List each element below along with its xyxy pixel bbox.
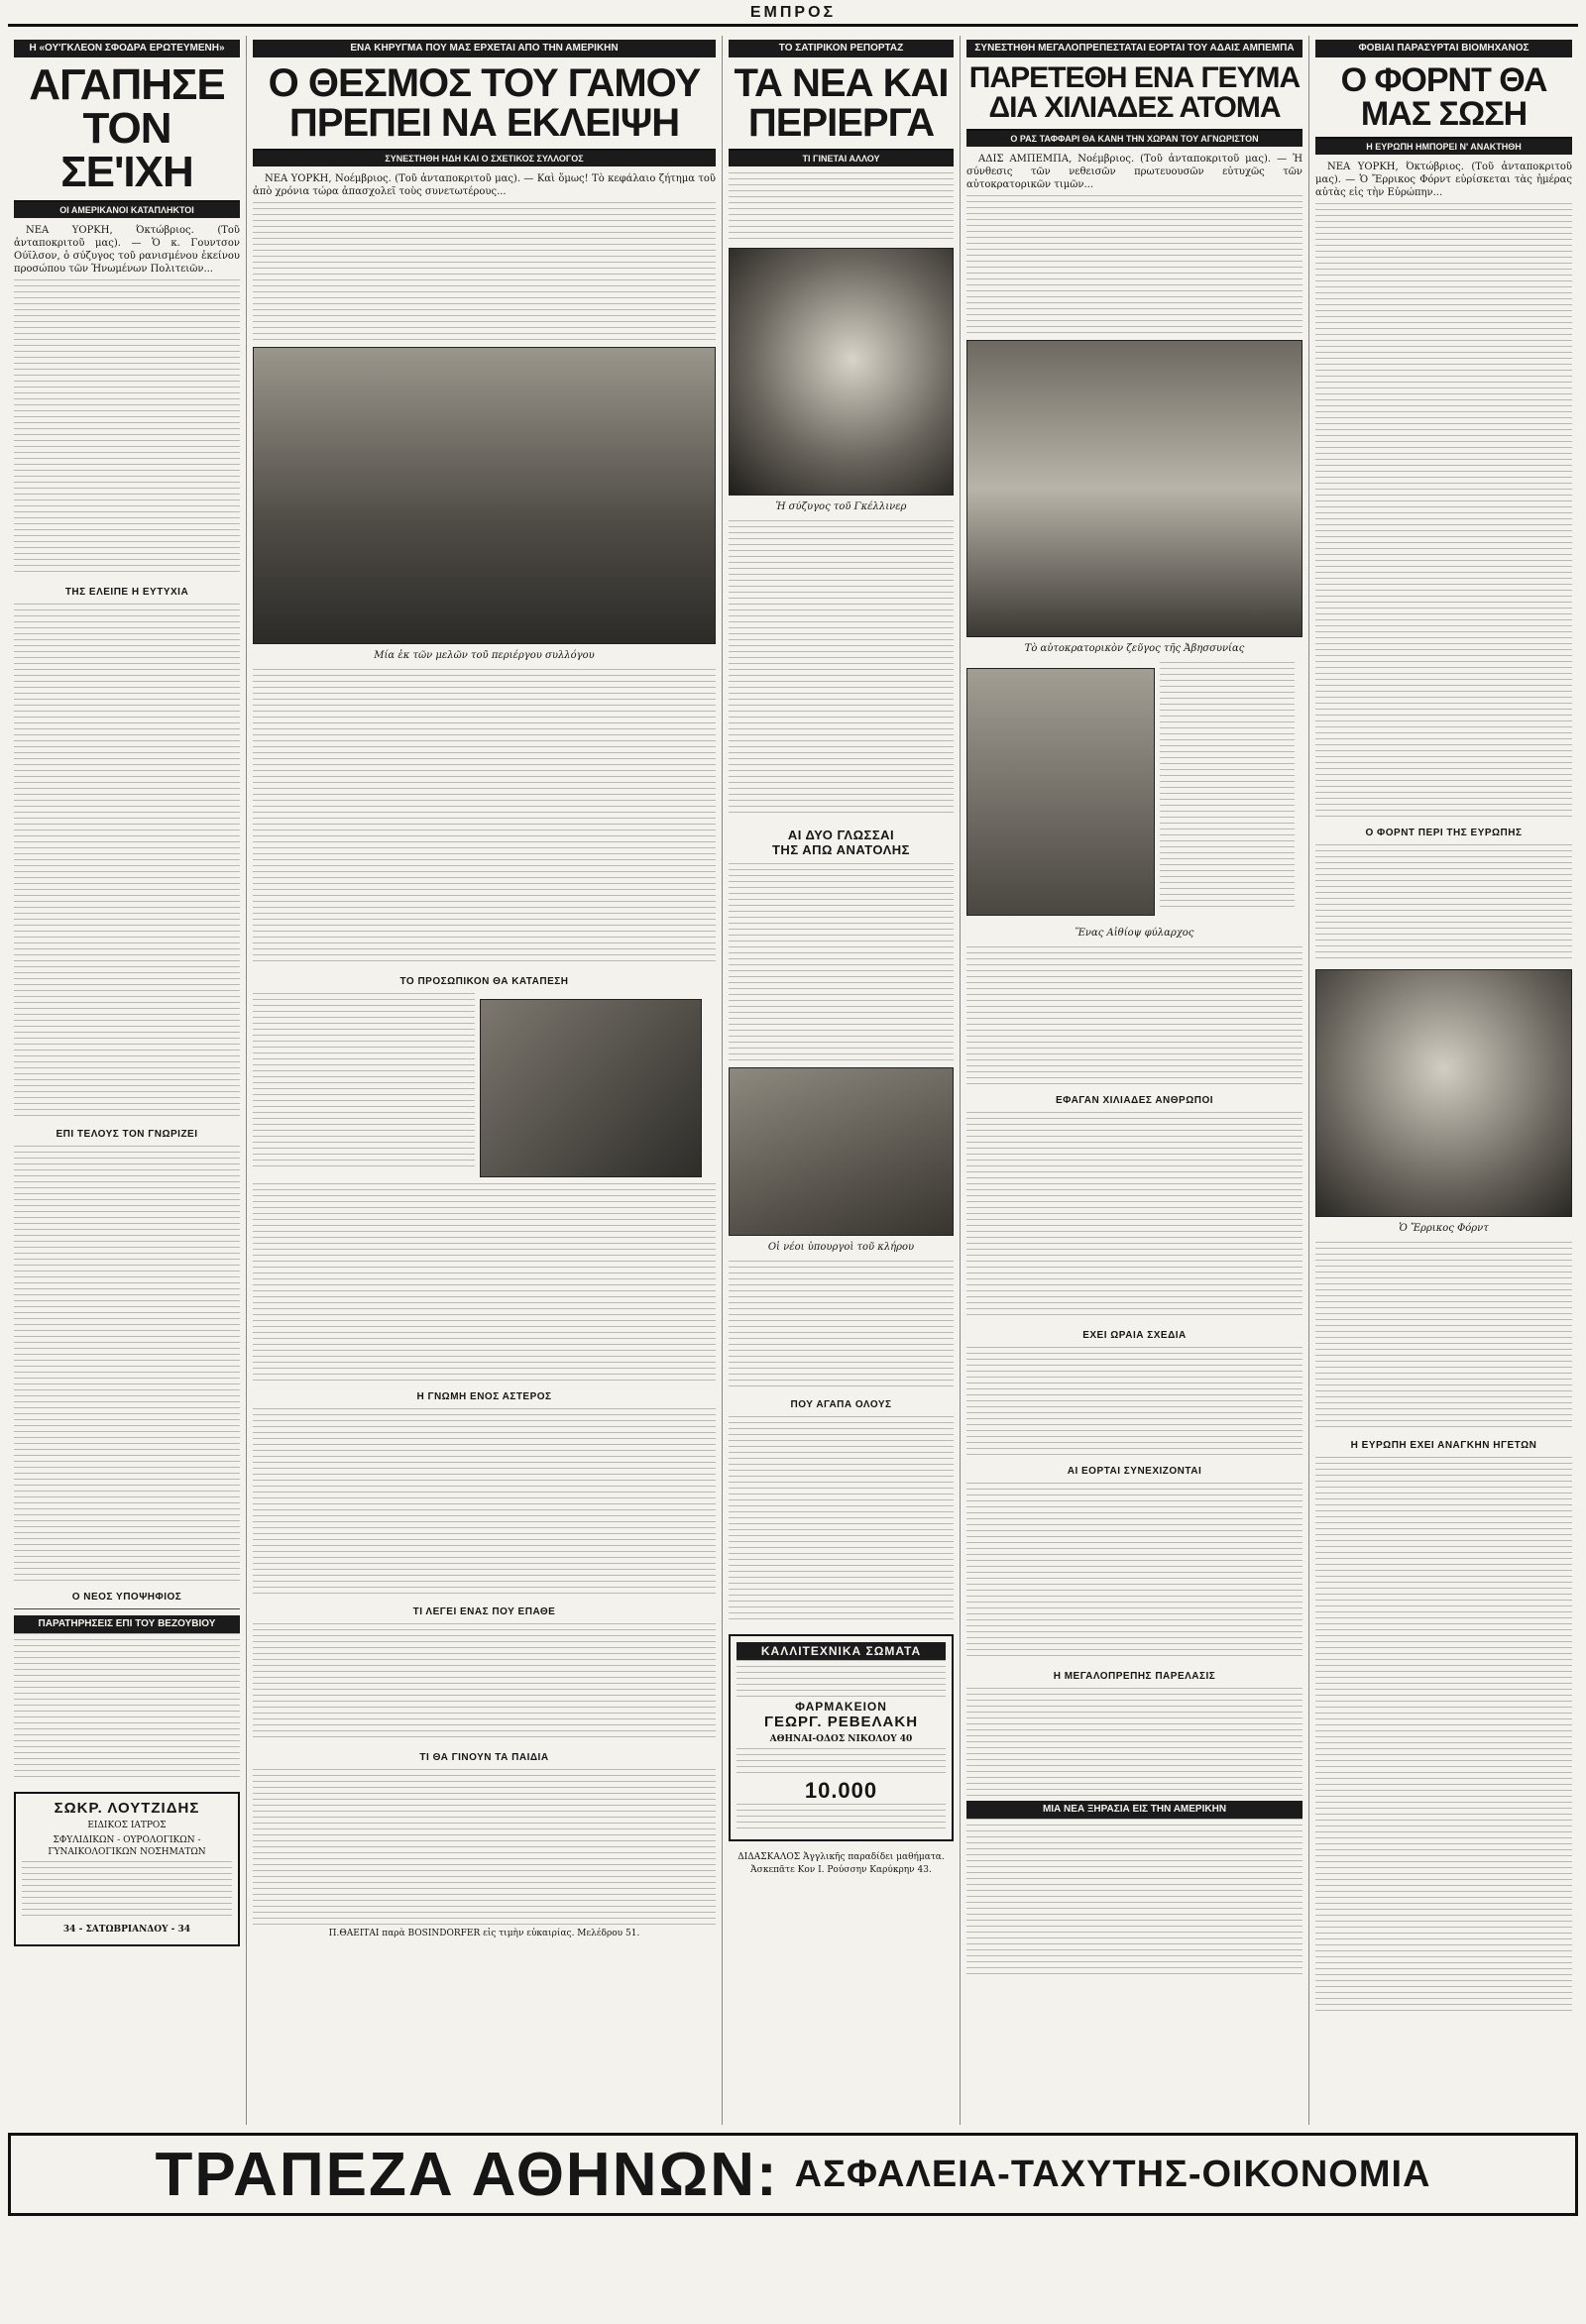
body-text [966, 1688, 1303, 1797]
body-text [14, 1146, 240, 1582]
subheading: Ο ΦΟΡΝΤ ΠΕΡΙ ΤΗΣ ΕΥΡΩΠΗΣ [1365, 828, 1523, 838]
headline-line: Ο ΦΟΡΝΤ ΘΑ [1340, 61, 1547, 99]
bank-advertisement-banner [8, 2133, 1578, 2216]
ad-address: ΑΘΗΝΑΙ-ΟΔΟΣ ΝΙΚΟΛΟΥ 40 [769, 1734, 913, 1744]
classified-ad: ΔΙΔΑΣΚΑΛΟΣ Ἀγγλικῆς παραδίδει μαθήματα. Ἀσκεπᾶτε Κον Ι. Ρούσσην Καρύκρην 43. [737, 1852, 945, 1875]
subheading-line: ΤΗΣ ΑΠΩ ΑΝΑΤΟΛΗΣ [771, 842, 910, 857]
section-bar: ΠΑΡΑΤΗΡΗΣΕΙΣ ΕΠΙ ΤΟΥ ΒΕΖΟΥΒΙΟΥ [14, 1615, 240, 1633]
subhead-bar: ΟΙ ΑΜΕΡΙΚΑΝΟΙ ΚΑΤΑΠΛΗΚΤΟΙ [14, 202, 240, 218]
ad-title: ΚΑΛΛΙΤΕΧΝΙΚΑ ΣΩΜΑΤΑ [736, 1642, 946, 1660]
ad-pharmacy: ΦΑΡΜΑΚΕΙΟΝ [795, 1700, 887, 1714]
article-columns [8, 36, 1578, 2125]
body-text [1315, 844, 1572, 963]
section-bar: ΦΟΒΙΑΙ ΠΑΡΑΣΥΡΤΑΙ ΒΙΟΜΗΧΑΝΟΣ [1315, 40, 1572, 57]
subheading: ΠΟΥ ΑΓΑΠΑ ΟΛΟΥΣ [790, 1399, 892, 1410]
ad-line: ΕΙΔΙΚΟΣ ΙΑΤΡΟΣ [87, 1821, 167, 1830]
subhead-bar: ΣΥΝΕΣΤΗΘΗ ΗΔΗ ΚΑΙ Ο ΣΧΕΤΙΚΟΣ ΣΥΛΛΟΓΟΣ [253, 151, 716, 166]
photo-caption: Τὸ αὐτοκρατορικὸν ζεῦγος τῆς Ἀβησσυνίας [1024, 643, 1245, 654]
article-text [966, 153, 1303, 191]
subheading: ΤΟ ΠΡΟΣΩΠΙΚΟΝ ΘΑ ΚΑΤΑΠΕΣΗ [399, 976, 569, 987]
subheading: Ο ΝΕΟΣ ΥΠΟΨΗΦΙΟΣ [71, 1592, 182, 1603]
classified-ad: Π.ΘΑΕΙΤΑΙ παρὰ BOSINDORFER εἰς τιμὴν εὐκαιρίας. Μελέδρου 51. [328, 1929, 640, 1938]
portrait-photo [729, 248, 954, 496]
subhead-bar: ΤΙ ΓΙΝΕΤΑΙ ΑΛΛΟΥ [729, 151, 954, 166]
doctor-ad [14, 1792, 240, 1946]
body-text [966, 1347, 1303, 1456]
column-agapise [8, 36, 246, 2125]
body-text [729, 172, 954, 242]
body-text [253, 993, 475, 1171]
body-text [729, 1261, 954, 1389]
subheading: Η ΕΥΡΩΠΗ ΕΧΕΙ ΑΝΑΓΚΗΝ ΗΓΕΤΩΝ [1350, 1440, 1537, 1451]
section-bar: ΤΟ ΣΑΤΙΡΙΚΟΝ ΡΕΠΟΡΤΑΖ [729, 40, 954, 57]
ad-name: ΣΩΚΡ. ΛΟΥΤΖΙΔΗΣ [54, 1800, 200, 1817]
photo-caption: Μία ἐκ τῶν μελῶν τοῦ περιέργου συλλόγου [374, 650, 595, 661]
body-text [1315, 1457, 1572, 2012]
headline-line: ΑΓΑΠΗΣΕ [29, 60, 225, 109]
newspaper-page [8, 0, 1578, 2324]
column-nea-periyerga [722, 36, 960, 2125]
body-text [729, 863, 954, 1061]
chieftain-photo [966, 668, 1155, 916]
body-text [253, 1623, 716, 1742]
body-text [966, 195, 1303, 334]
article-paragraph: ΝΕΑ ΥΟΡΚΗ, Όκτώβριος. (Τοῦ ἀνταποκριτοῦ μας). — Ὁ Ἔρρικος Φόρντ εὑρίσκεται τὰς ἡμέρας αὐτὰς εἰς τὴν Εὐρώπην... [1315, 162, 1572, 198]
subheading-line: ΑΙ ΔΥΟ ΓΛΩΣΣΑΙ [787, 828, 895, 842]
subheading: ΕΧΕΙ ΩΡΑΙΑ ΣΧΕΔΙΑ [1082, 1330, 1187, 1341]
subheading: ΤΙ ΛΕΓΕΙ ΕΝΑΣ ΠΟΥ ΕΠΑΘΕ [412, 1606, 556, 1617]
subheading: ΕΦΑΓΑΝ ΧΙΛΙΑΔΕΣ ΑΝΘΡΩΠΟΙ [1055, 1095, 1214, 1106]
article-text [253, 172, 716, 198]
body-text [253, 1408, 716, 1597]
bank-motto: ΑΣΦΑΛΕΙΑ-ΤΑΧΥΤΗΣ-ΟΙΚΟΝΟΜΙΑ [794, 2153, 1431, 2195]
body-text [966, 1483, 1303, 1661]
article-text [14, 224, 240, 276]
photo-caption: Ἕνας Αἰθίοψ φύλαρχος [1075, 928, 1194, 939]
photo-caption: Οἱ νέοι ὑπουργοὶ τοῦ κλήρου [767, 1242, 915, 1253]
body-text [253, 1769, 716, 1928]
body-text [253, 1183, 716, 1382]
body-text [729, 520, 954, 818]
subheading: Η ΜΕΓΑΛΟΠΡΕΠΗΣ ΠΑΡΕΛΑΣΙΣ [1053, 1671, 1216, 1682]
body-text [253, 669, 716, 966]
ad-text [736, 1748, 946, 1778]
subheading: ΤΙ ΘΑ ΓΙΝΟΥΝ ΤΑ ΠΑΙΔΙΑ [419, 1752, 549, 1763]
body-text [966, 946, 1303, 1085]
body-text [966, 1112, 1303, 1320]
subhead-bar: Η ΕΥΡΩΠΗ ΗΜΠΟΡΕΙ Ν' ΑΝΑΚΤΗΘΗ [1315, 139, 1572, 155]
ad-text [736, 1660, 946, 1700]
body-text [253, 202, 716, 341]
body-text [966, 1819, 1303, 1977]
masthead-title: ΕΜΠΡΟΣ [749, 4, 837, 21]
ad-address: 34 - ΣΑΤΩΒΡΙΑΝΔΟΥ - 34 [62, 1925, 191, 1935]
clergy-photo [729, 1067, 954, 1236]
article-text [1315, 161, 1572, 199]
column-ford [1308, 36, 1578, 2125]
photo-caption: Ἡ σύζυγος τοῦ Γκέλλινερ [775, 501, 907, 512]
headline [1315, 57, 1572, 139]
section-bar: ΜΙΑ ΝΕΑ ΞΗΡΑΣΙΑ ΕΙΣ ΤΗΝ ΑΜΕΡΙΚΗΝ [966, 1801, 1303, 1819]
portrait-photo [480, 999, 702, 1177]
body-text [14, 1633, 240, 1782]
body-text [14, 604, 240, 1119]
column-abyssinia [960, 36, 1308, 2125]
section-bar: Η «ΟΥ'ΓΚΛΕΟΝ ΣΦΟΔΡΑ ΕΡΩΤΕΥΜΕΝΗ» [14, 40, 240, 57]
headline-line: ΤΑ ΝΕΑ ΚΑΙ [734, 61, 949, 105]
group-photo [253, 347, 716, 644]
body-text [1160, 662, 1295, 910]
subheading: Η ΓΝΩΜΗ ΕΝΟΣ ΑΣΤΕΡΟΣ [416, 1391, 552, 1402]
body-text [729, 1416, 954, 1624]
ad-text [22, 1861, 232, 1921]
headline [14, 57, 240, 202]
subheading: ΤΗΣ ΕΛΕΙΠΕ Η ΕΥΤΥΧΙΑ [64, 587, 189, 598]
bank-name: ΤΡΑΠΕΖΑ ΑΘΗΝΩΝ: [155, 2140, 779, 2209]
headline-line: Ο ΘΕΣΜΟΣ ΤΟΥ ΓΑΜΟΥ [268, 61, 701, 105]
photo-caption: Ὁ Ἔρρικος Φόρντ [1399, 1223, 1489, 1234]
body-text [1315, 203, 1572, 818]
headline-line: ΤΟΝ ΣΕ'ΙΧΗ [60, 104, 193, 196]
ford-portrait-photo [1315, 969, 1572, 1217]
headline-line: ΠΑΡΕΤΕΘΗ ΕΝΑ ΓΕΥΜΑ [968, 61, 1301, 94]
body-text [1315, 1242, 1572, 1430]
headline-line: ΠΡΕΠΕΙ ΝΑ ΕΚΛΕΙΨΗ [288, 101, 680, 145]
column-gamos [246, 36, 722, 2125]
headline-line: ΔΙΑ ΧΙΛΙΑΔΕΣ ΑΤΟΜΑ [988, 91, 1281, 124]
section-bar: ΕΝΑ ΚΗΡΥΓΜΑ ΠΟΥ ΜΑΣ ΕΡΧΕΤΑΙ ΑΠΟ ΤΗΝ ΑΜΕΡΙΚΗΝ [253, 40, 716, 57]
divider [14, 1608, 240, 1609]
pharmacy-ad [729, 1634, 954, 1841]
article-paragraph: ΑΔΙΣ ΑΜΠΕΜΠΑ, Νοέμβριος. (Τοῦ ἀνταποκριτοῦ μας). — Ἡ σύνθεσις τῶν νεθεισῶν πρωτευουσῶν εὐτυχῶς τῶν αὐτοκρατορικῶν τιμῶν... [966, 154, 1303, 190]
headline-line: ΠΕΡΙΕΡΓΑ [747, 101, 935, 145]
subheading: ΑΙ ΕΟΡΤΑΙ ΣΥΝΕΧΙΖΟΝΤΑΙ [1067, 1466, 1202, 1477]
ad-text [736, 1804, 946, 1833]
article-paragraph: ΝΕΑ ΥΟΡΚΗ, Νοέμβριος. (Τοῦ ἀνταποκριτοῦ μας). — Καὶ ὅμως! Τὸ κεφάλαιο ζήτημα τοῦ ἀπὸ χρόνια τώρα ἀπασχολεῖ τοὺς συνετωτέρους... [253, 173, 716, 197]
ad-line: ΣΦΥΛΙΔΙΚΩΝ - ΟΥΡΟΛΟΓΙΚΩΝ - ΓΥΝΑΙΚΟΛΟΓΙΚΩΝ ΝΟΣΗΜΑΤΩΝ [48, 1835, 206, 1857]
masthead [8, 0, 1578, 36]
subheading: ΕΠΙ ΤΕΛΟΥΣ ΤΟΝ ΓΝΩΡΙΖΕΙ [56, 1129, 198, 1140]
headline [966, 57, 1303, 131]
headline [253, 57, 716, 151]
headline [729, 57, 954, 151]
masthead-rule [8, 24, 1578, 27]
ad-amount: 10.000 [804, 1778, 878, 1803]
subheading [729, 828, 954, 857]
body-text [14, 279, 240, 577]
headline-line: ΜΑΣ ΣΩΣΗ [1360, 95, 1528, 133]
ad-name: ΓΕΩΡΓ. ΡΕΒΕΛΑΚΗ [763, 1714, 919, 1730]
article-paragraph: ΝΕΑ ΥΟΡΚΗ, Όκτώβριος. (Τοῦ ἀνταποκριτοῦ μας). — Ὁ κ. Γουντσον Ούϊλσον, ὁ σύζυγος τοῦ ρανισμένου ἐκείνου προσώπου τῶν Ἡνωμένων Πολιτειῶν... [14, 225, 240, 275]
section-bar: ΣΥΝΕΣΤΗΘΗ ΜΕΓΑΛΟΠΡΕΠΕΣΤΑΤΑΙ ΕΟΡΤΑΙ ΤΟΥ ΑΔΑΙΣ ΑΜΠΕΜΠΑ [966, 40, 1303, 57]
subhead-bar: Ο ΡΑΣ ΤΑΦΦΑΡΙ ΘΑ ΚΑΝΗ ΤΗΝ ΧΩΡΑΝ ΤΟΥ ΑΓΝΩΡΙΣΤΟΝ [966, 131, 1303, 147]
imperial-couple-photo [966, 340, 1303, 637]
